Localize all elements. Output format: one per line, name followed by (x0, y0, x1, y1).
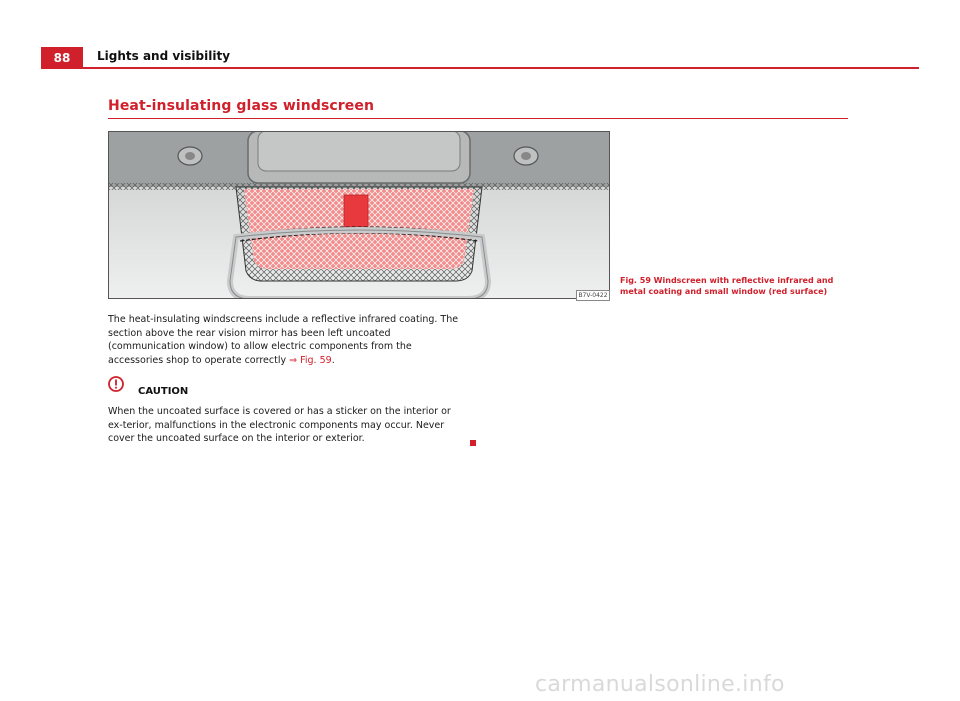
figure-code: B7V-0422 (576, 290, 610, 301)
end-mark (470, 440, 476, 446)
page-number: 88 (41, 47, 83, 69)
section-header: Lights and visibility (97, 49, 231, 63)
body-paragraph (108, 313, 468, 367)
caution-text: When the uncoated surface is covered or has a sticker on the interior or ex-terior, malfunctions in the electronic components may occur. Never cover the uncoated surface on the interior or exterior. (108, 406, 451, 444)
body-text-end: . (331, 354, 335, 366)
title-rule (108, 118, 848, 119)
article-title: Heat-insulating glass windscreen (108, 98, 375, 114)
windscreen-figure (108, 131, 610, 299)
body-text: The heat-insulating windscreens include a reflective infrared coating. The section above the rear vision mirror has been left uncoated (communication window) to allow electric components from the accessories shop to operate correctly (108, 314, 459, 366)
caution-icon (108, 376, 124, 392)
windscreen-illustration (108, 131, 610, 299)
header-rule (83, 67, 919, 69)
communication-window (344, 195, 368, 229)
watermark: carmanualsonline.info (535, 672, 785, 697)
caution-heading: CAUTION (138, 386, 189, 397)
figure-caption: Fig. 59 Windscreen with reflective infrared and metal coating and small window (red surface) (620, 276, 834, 296)
figure-link[interactable]: ⇒ Fig. 59 (289, 354, 332, 366)
